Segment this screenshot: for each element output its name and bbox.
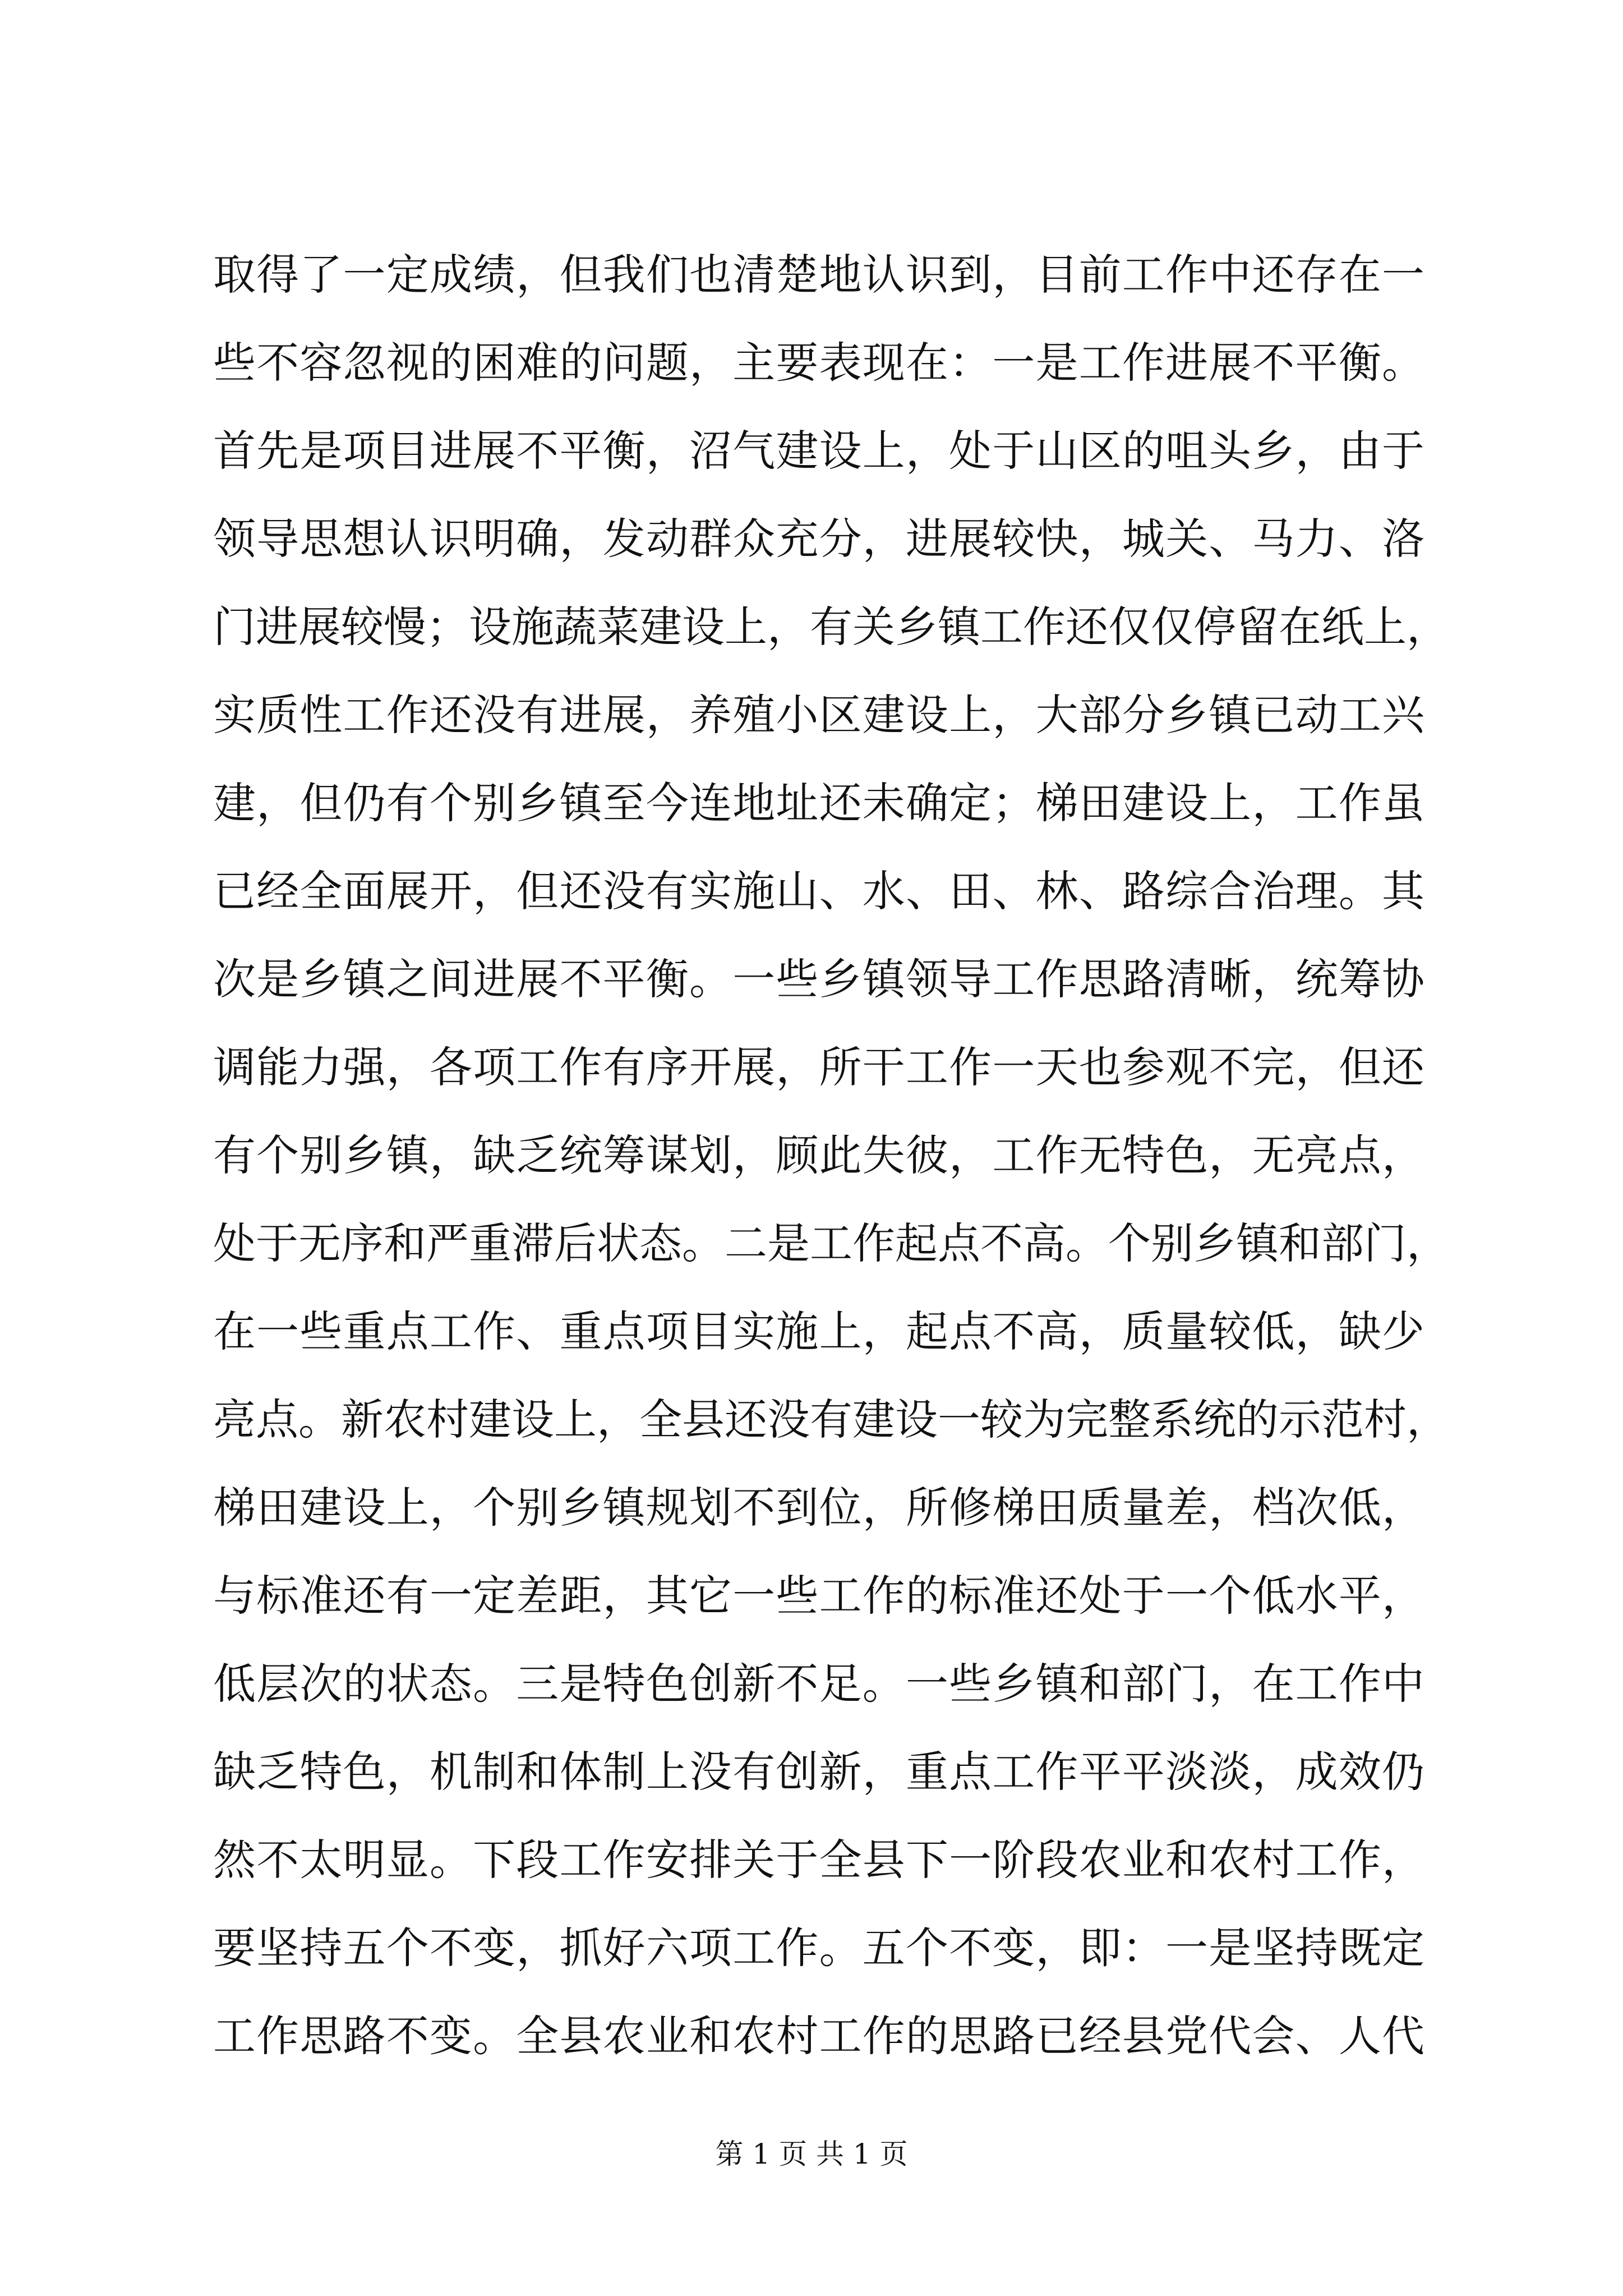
text-line: 要坚持五个不变，抓好六项工作。五个不变，即：一是坚持既定 [213,1923,1424,1973]
text-line: 些不容忽视的困难的问题，主要表现在：一是工作进展不平衡。 [213,338,1424,388]
text-line: 低层次的状态。三是特色创新不足。一些乡镇和部门，在工作中 [213,1659,1424,1709]
text-line: 调能力强，各项工作有序开展，所干工作一天也参观不完，但还 [213,1042,1424,1092]
text-line: 领导思想认识明确，发动群众充分，进展较快，城关、马力、洛 [213,514,1424,564]
text-line: 梯田建设上，个别乡镇规划不到位，所修梯田质量差，档次低， [213,1483,1424,1533]
text-line: 缺乏特色，机制和体制上没有创新，重点工作平平淡淡，成效仍 [213,1747,1424,1797]
text-line: 然不太明显。下段工作安排关于全县下一阶段农业和农村工作， [213,1835,1424,1885]
text-line: 取得了一定成绩，但我们也清楚地认识到，目前工作中还存在一 [213,250,1424,300]
text-line: 工作思路不变。全县农业和农村工作的思路已经县党代会、人代 [213,2011,1424,2061]
text-line: 门进展较慢；设施蔬菜建设上，有关乡镇工作还仅仅停留在纸上， [213,602,1449,652]
text-line: 建，但仍有个别乡镇至今连地址还未确定；梯田建设上，工作虽 [213,778,1424,828]
text-line: 实质性工作还没有进展，养殖小区建设上，大部分乡镇已动工兴 [213,690,1424,740]
text-line: 在一些重点工作、重点项目实施上，起点不高，质量较低，缺少 [213,1306,1424,1356]
text-line: 已经全面展开，但还没有实施山、水、田、林、路综合治理。其 [213,866,1424,916]
page-footer: 第 1 页 共 1 页 [715,2138,908,2170]
text-line: 次是乡镇之间进展不平衡。一些乡镇领导工作思路清晰，统筹协 [213,954,1424,1004]
text-line: 与标准还有一定差距，其它一些工作的标准还处于一个低水平， [213,1571,1424,1621]
text-line: 有个别乡镇，缺乏统筹谋划，顾此失彼，工作无特色，无亮点， [213,1130,1424,1180]
text-line: 首先是项目进展不平衡，沼气建设上，处于山区的咀头乡，由于 [213,426,1424,476]
text-line: 亮点。新农村建设上，全县还没有建设一较为完整系统的示范村， [213,1395,1449,1444]
text-line: 处于无序和严重滞后状态。二是工作起点不高。个别乡镇和部门， [213,1218,1449,1268]
